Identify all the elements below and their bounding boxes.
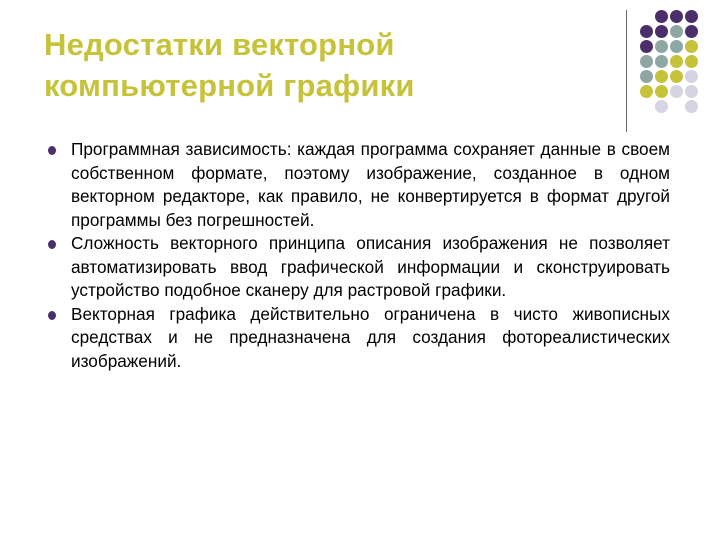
bullet-text: Программная зависимость: каждая программа сохраняет данные в своем собственном формате, поэтому изображение, созданное в одном векторном редакторе, как правило, не конвертируется в формат другой программы без погрешностей. (71, 139, 670, 230)
decorative-dot-teal (640, 55, 653, 68)
decorative-dot-olive (670, 55, 683, 68)
bullet-marker (48, 311, 56, 320)
decorative-dot-purple (685, 25, 698, 38)
decorative-dot-purple (670, 10, 683, 23)
decorative-dot-lavender (670, 85, 683, 98)
decorative-dot-olive (670, 70, 683, 83)
decorative-dot-olive (655, 85, 668, 98)
bullet-list (48, 138, 670, 373)
bullet-item-program-dependency (48, 138, 670, 232)
decorative-dot-olive (685, 40, 698, 53)
decorative-dot-olive (685, 55, 698, 68)
decorative-dot-purple (640, 40, 653, 53)
decorative-dot-lavender (685, 70, 698, 83)
bullet-text: Векторная графика действительно ограничена в чисто живописных средствах и не предназначена для создания фотореалистических изображений. (71, 303, 670, 371)
decorative-dot-lavender (685, 100, 698, 113)
decorative-dot-lavender (655, 100, 668, 113)
bullet-item-limited-pictorial (48, 303, 670, 374)
slide-title-line-2: компьютерной графики (44, 68, 415, 103)
bullet-text: Сложность векторного принципа описания изображения не позволяет автоматизировать ввод графической информации и сконструировать устройство подобное сканеру для растровой графики. (71, 233, 670, 300)
decorative-dot-teal (670, 40, 683, 53)
decorative-dot-olive (655, 70, 668, 83)
decorative-dot-teal (655, 40, 668, 53)
decorative-dot-lavender (685, 85, 698, 98)
decorative-dot-purple (655, 25, 668, 38)
vertical-divider (626, 10, 627, 132)
slide-title (44, 24, 604, 106)
slide-title-line-1: Недостатки векторной (44, 27, 395, 62)
bullet-marker (48, 146, 56, 155)
decorative-dot-purple (655, 10, 668, 23)
decorative-dot-teal (655, 55, 668, 68)
decorative-dot-teal (670, 25, 683, 38)
decorative-dot-teal (640, 70, 653, 83)
decorative-dot-grid (640, 10, 700, 120)
bullet-marker (48, 240, 56, 249)
bullet-item-input-complexity (48, 232, 670, 303)
decorative-dot-purple (685, 10, 698, 23)
decorative-dot-purple (640, 25, 653, 38)
decorative-dot-olive (640, 85, 653, 98)
